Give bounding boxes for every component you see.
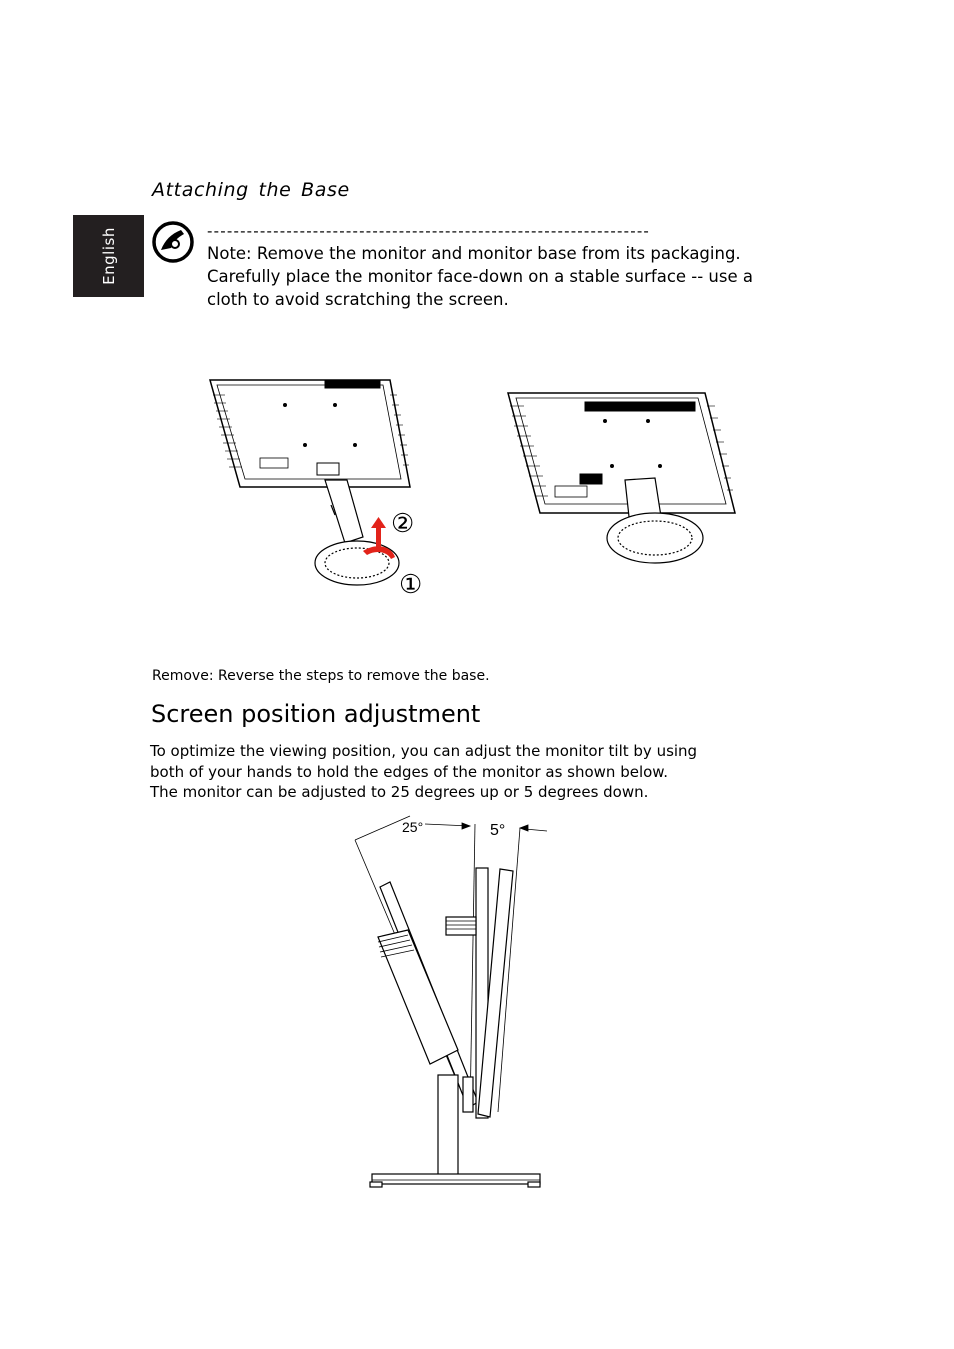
- angle-guides: [355, 816, 547, 1112]
- paragraph-line: To optimize the viewing position, you can adjust the monitor tilt by using: [150, 742, 698, 760]
- stand-base-disc: [315, 541, 399, 585]
- attached-base-figure: [500, 388, 750, 573]
- note-hand-icon: [151, 220, 195, 264]
- section-heading: Screen position adjustment: [151, 700, 481, 728]
- stand: [370, 1075, 540, 1187]
- language-tab-label: English: [99, 227, 118, 285]
- tilt-down-angle-label: 5°: [490, 822, 506, 839]
- note-divider: -------------------------------------------------------------------: [207, 222, 651, 240]
- remove-instruction: Remove: Reverse the steps to remove the base.: [152, 668, 490, 684]
- tilt-up-angle-label: 25°: [402, 819, 424, 835]
- tilt-range-figure: [350, 812, 560, 1197]
- paragraph-line: both of your hands to hold the edges of the monitor as shown below.: [150, 762, 668, 781]
- section-title: Attaching the Base: [152, 179, 350, 201]
- attach-base-steps-figure: [205, 375, 435, 605]
- step-1-marker: ①: [399, 569, 423, 599]
- monitor-back-panel: [508, 393, 735, 513]
- adjustment-paragraph: [150, 741, 770, 803]
- stand-neck: [325, 480, 363, 543]
- language-tab: [73, 215, 144, 297]
- paragraph-line: The monitor can be adjusted to 25 degrees up or 5 degrees down.: [150, 783, 649, 802]
- step-2-marker: ②: [391, 508, 415, 538]
- monitor-tilted-up: [378, 882, 478, 1108]
- stand-base-disc: [607, 513, 703, 563]
- monitor-back-panel: [210, 380, 410, 487]
- note-text: Note: Remove the monitor and monitor base from its packaging. Carefully place the monitor face-down on a stable surface -- use a cloth to avoid scratching the screen.: [207, 244, 753, 309]
